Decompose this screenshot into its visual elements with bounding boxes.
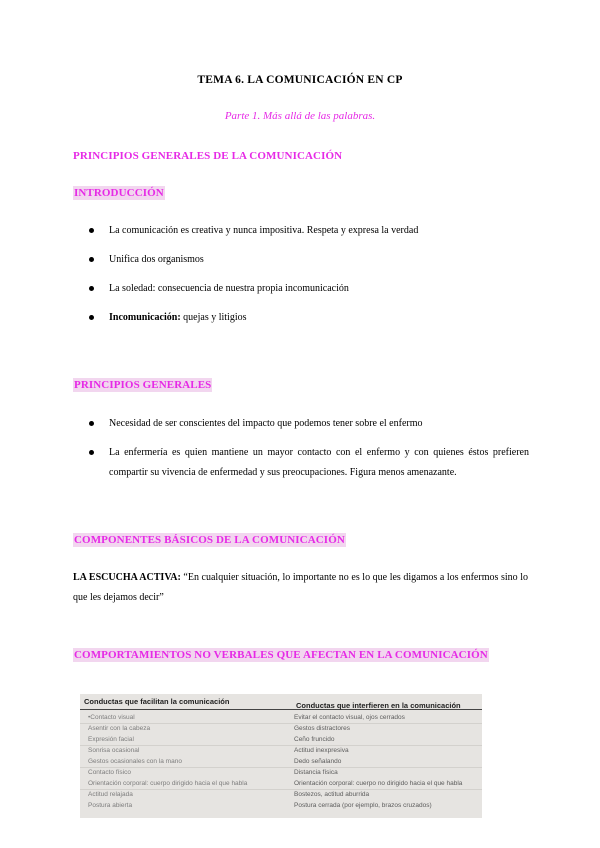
table-cell: Actitud relajada: [88, 791, 133, 798]
document-subtitle: Parte 1. Más allá de las palabras.: [224, 110, 376, 122]
table-column-interfieren: [294, 712, 480, 811]
table-cell: Orientación corporal: cuerpo no dirigido hacia el que habla: [294, 780, 463, 787]
table-cell: Gestos distractores: [294, 725, 350, 732]
table-cell: Orientación corporal: cuerpo dirigido hacia el que habla: [88, 780, 248, 787]
table-cell: Dedo señalando: [294, 758, 342, 765]
table-cell: •Contacto visual: [88, 714, 135, 721]
incomunicacion-label: Incomunicación:: [109, 312, 181, 323]
table-cell: Distancia física: [294, 769, 338, 776]
escucha-activa-quote: “En cualquier situación, lo importante no es lo que les digamos a los enfermos sino lo que les dejamos decir”: [73, 572, 528, 603]
table-cell: Postura abierta: [88, 802, 133, 809]
table-column-facilitan: [88, 712, 288, 811]
table-cell: Gestos ocasionales con la mano: [88, 758, 182, 765]
section-heading-principios-generales: PRINCIPIOS GENERALES: [74, 379, 212, 391]
table-cell: Contacto físico: [88, 769, 131, 776]
section-heading-introduccion: INTRODUCCIÓN: [74, 187, 164, 199]
list-item: La comunicación es creativa y nunca impositiva. Respeta y expresa la verdad: [89, 221, 529, 241]
table-cell: Bostezos, actitud aburrida: [294, 791, 370, 798]
list-item: [89, 308, 529, 328]
nonverbal-behaviors-table-image: [80, 694, 482, 818]
escucha-activa-label: LA ESCUCHA ACTIVA:: [73, 572, 181, 583]
table-cell: Evitar el contacto visual, ojos cerrados: [294, 714, 405, 721]
table-header-interfieren: Conductas que interfieren en la comunicación: [296, 701, 461, 710]
document-title: TEMA 6. LA COMUNICACIÓN EN CP: [197, 74, 403, 86]
incomunicacion-text: quejas y litigios: [180, 312, 247, 323]
list-item: Necesidad de ser conscientes del impacto que podemos tener sobre el enfermo: [89, 414, 529, 434]
list-item: La enfermería es quien mantiene un mayor contacto con el enfermo y con quienes éstos prefieren compartir su vivencia de enfermedad y sus preocupaciones. Figura menos amenazante.: [89, 443, 529, 483]
table-cell: Sonrisa ocasional: [88, 747, 140, 754]
table-cell: Expresión facial: [88, 736, 134, 743]
list-item: Unifica dos organismos: [89, 250, 529, 270]
table-cell: Postura cerrada (por ejemplo, brazos cruzados): [294, 802, 432, 809]
table-cell: Actitud inexpresiva: [294, 747, 349, 754]
table-cell: Asentir con la cabeza: [88, 725, 151, 732]
section-heading-comportamientos-no-verbales: COMPORTAMIENTOS NO VERBALES QUE AFECTAN EN LA COMUNICACIÓN: [74, 649, 488, 661]
intro-bullet-list: [89, 221, 529, 328]
table-cell: Ceño fruncido: [294, 736, 335, 743]
escucha-activa-paragraph: [73, 568, 528, 608]
table-header-row: [80, 696, 482, 710]
section-heading-componentes-basicos: COMPONENTES BÁSICOS DE LA COMUNICACIÓN: [74, 534, 345, 546]
principios-bullet-list: [89, 414, 529, 483]
table-header-facilitan: Conductas que facilitan la comunicación: [84, 697, 230, 706]
section-heading-principios-generales-comunicacion: PRINCIPIOS GENERALES DE LA COMUNICACIÓN: [73, 150, 343, 162]
list-item: La soledad: consecuencia de nuestra propia incomunicación: [89, 279, 529, 299]
